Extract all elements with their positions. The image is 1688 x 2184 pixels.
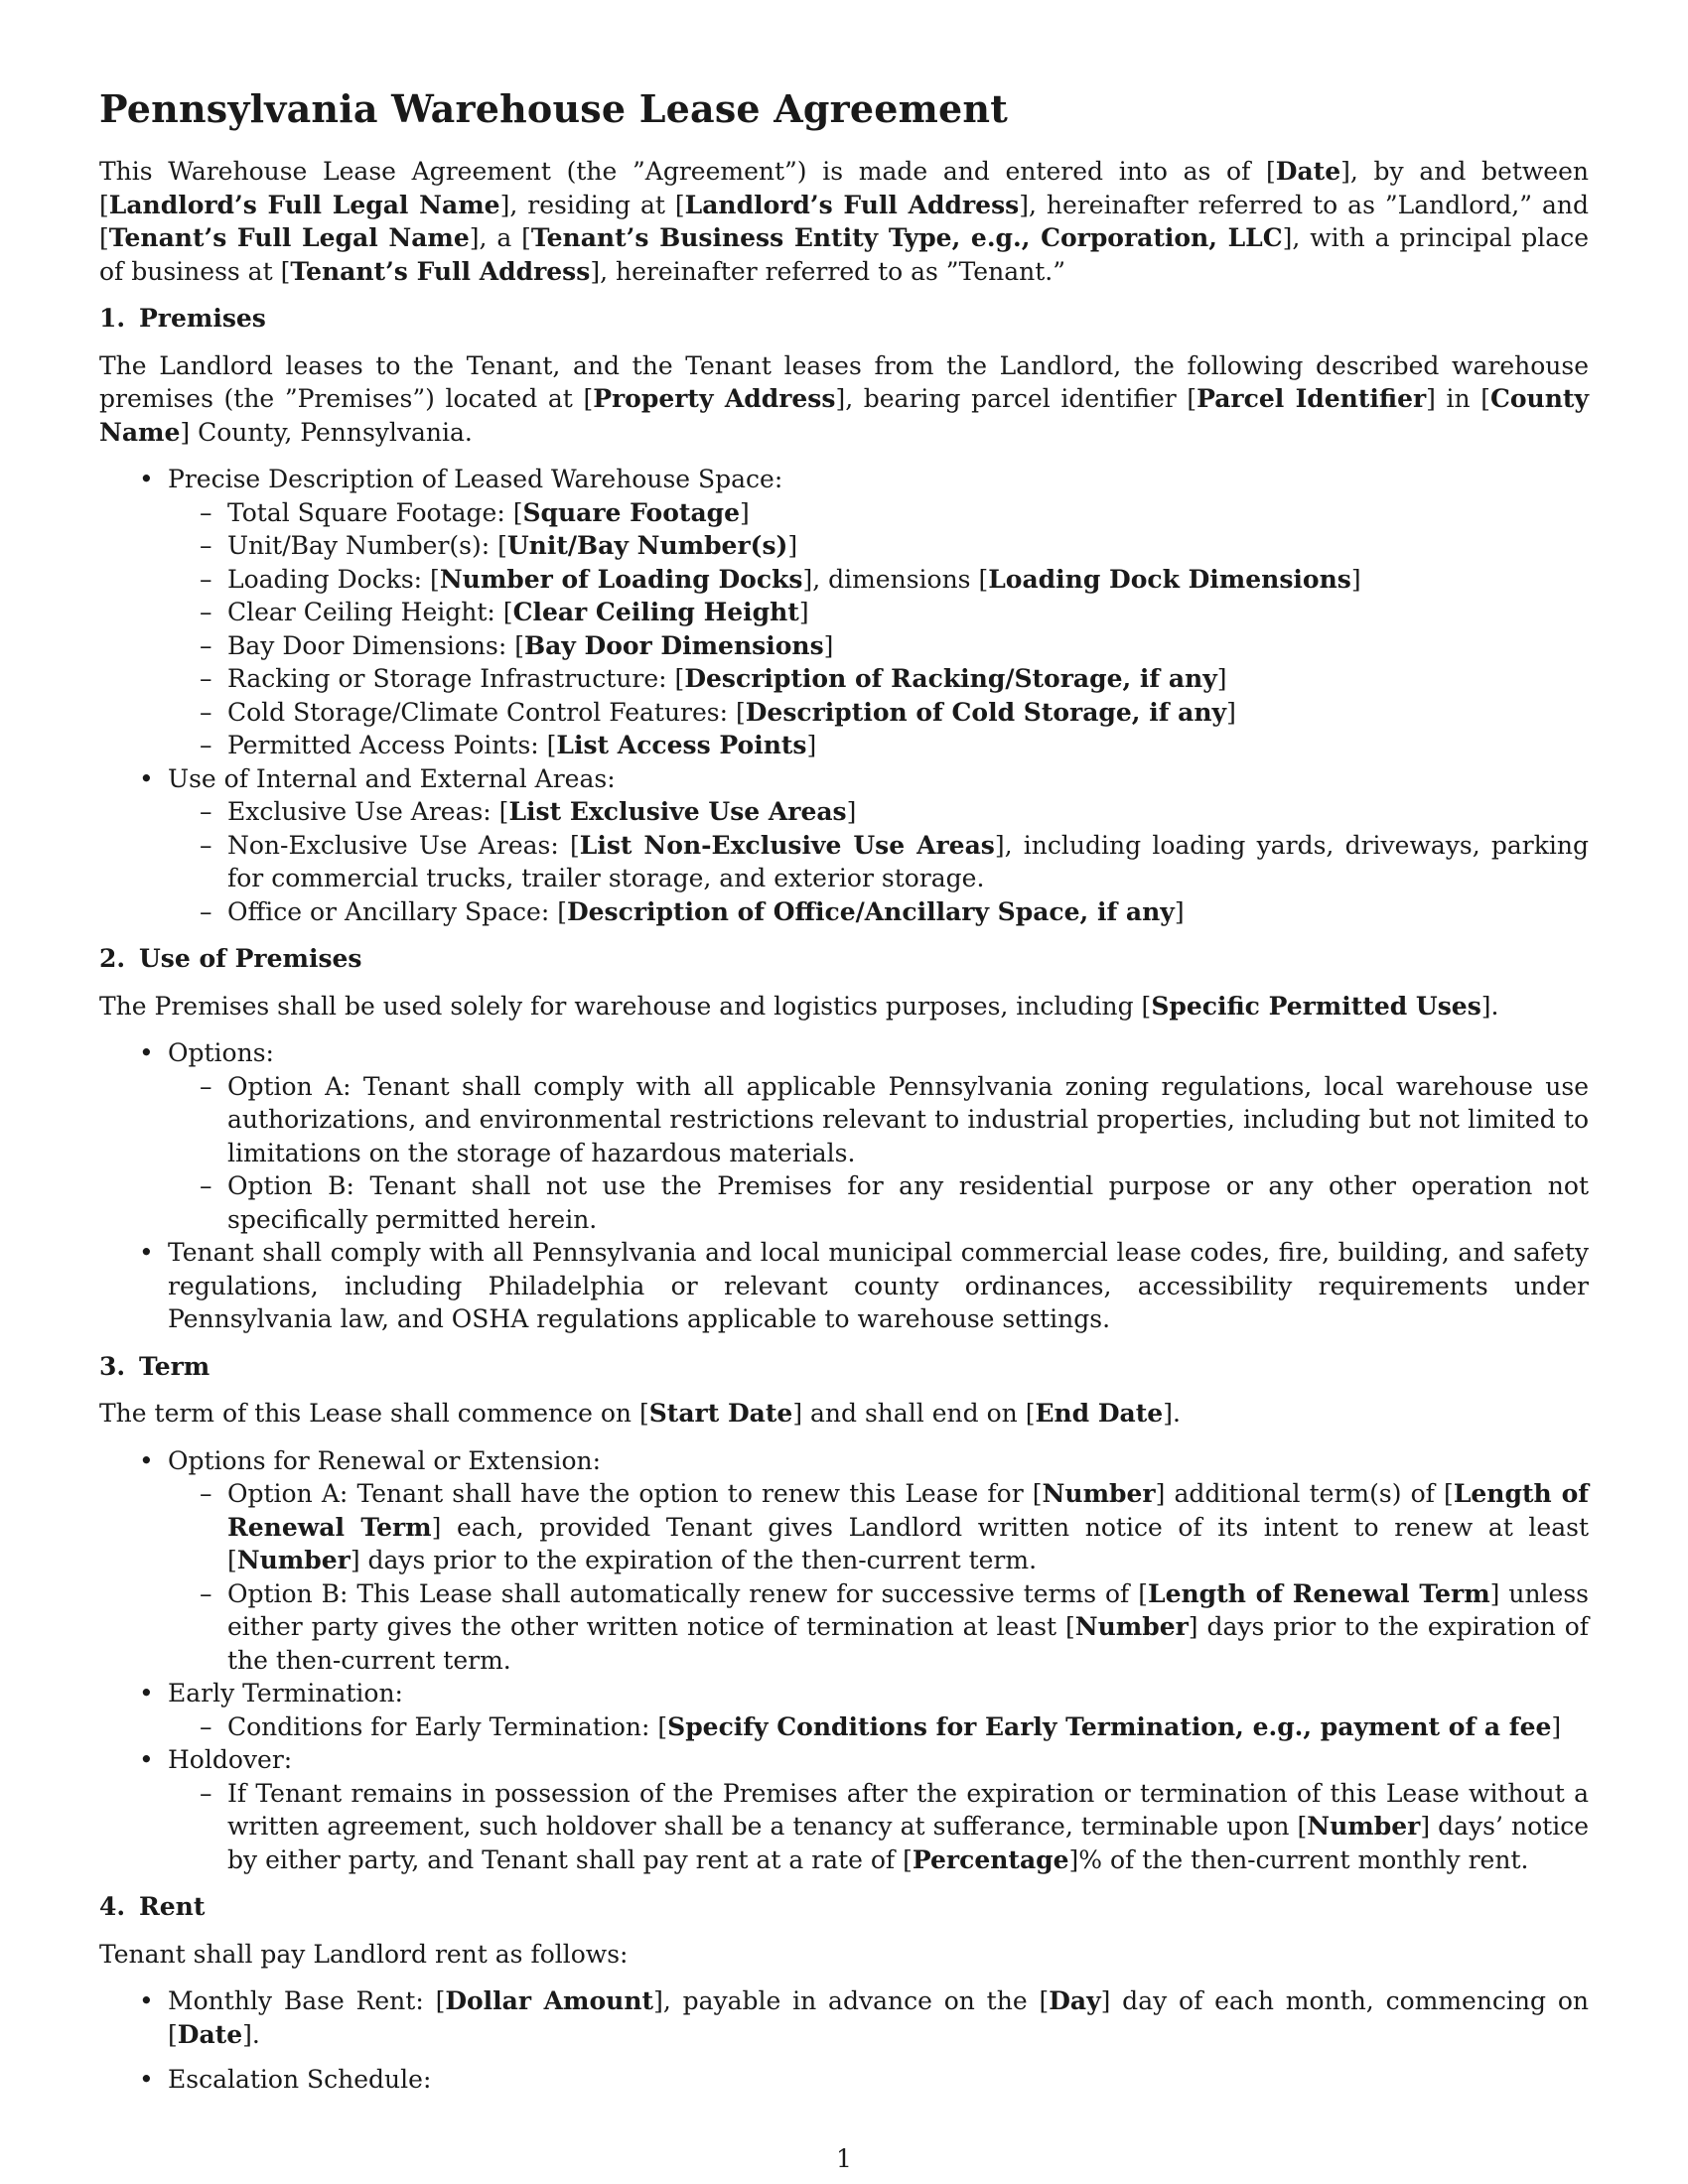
list-item: • Monthly Base Rent: [Dollar Amount], payable in advance on the [Day] day of each month, commencing on [Date]. [99, 1984, 1589, 2051]
sub-list-item: – Office or Ancillary Space: [Description of Office/Ancillary Space, if any] [168, 895, 1589, 929]
placeholder: List Exclusive Use Areas [508, 797, 847, 826]
placeholder: List Non-Exclusive Use Areas [579, 830, 995, 860]
term-paragraph: The term of this Lease shall commence on [Start Date] and shall end on [End Date]. [99, 1399, 1181, 1428]
section-heading-term [99, 1350, 1589, 1384]
placeholder: Percentage [912, 1844, 1069, 1874]
text: ], hereinafter referred to as ”Tenant.” [590, 256, 1065, 286]
sub-list-item: – Conditions for Early Termination: [Specify Conditions for Early Termination, e.g., payment of a fee] [168, 1710, 1589, 1744]
text: ], hereinafter referred to as ”Landlord,” and [ [99, 190, 1589, 252]
placeholder: Loading Dock Dimensions [988, 564, 1351, 594]
section-heading-premises [99, 302, 1589, 336]
placeholder-tenant-address: Tenant’s Full Address [290, 256, 591, 286]
sub-list-item: – Unit/Bay Number(s): [Unit/Bay Number(s)] [168, 529, 1589, 563]
placeholder: Length of Renewal Term [1148, 1578, 1490, 1608]
text: ] County, Pennsylvania. [180, 417, 473, 447]
placeholder: Unit/Bay Number(s) [506, 531, 788, 560]
placeholder: Number of Loading Docks [439, 564, 803, 594]
sub-list-item: – If Tenant remains in possession of the Premises after the expiration or termination of this Lease without a written agreement, such holdover shall be a tenancy at sufferance, terminable upon [Number] days’ notice by either party, and Tenant shall pay rent at a rate of [Percentage]% of the then-current monthly rent. [168, 1777, 1589, 1877]
section-number: 3. [99, 1351, 126, 1381]
placeholder: Bay Door Dimensions [523, 630, 824, 660]
text: ], with a principal place of business at [ [99, 223, 1589, 286]
sub-list-item: – Non-Exclusive Use Areas: [List Non-Exclusive Use Areas], including loading yards, driveways, parking for commercial trucks, trailer storage, and exterior storage. [168, 829, 1589, 895]
placeholder-county: County Name [99, 384, 1589, 447]
section-title: Rent [139, 1892, 206, 1921]
list-item [99, 1677, 1589, 1743]
sub-list-item: – Permitted Access Points: [List Access Points] [168, 729, 1589, 762]
placeholder: Number [1307, 1812, 1421, 1841]
list-item-label: Use of Internal and External Areas: [168, 763, 616, 793]
sub-list-item: – Clear Ceiling Height: [Clear Ceiling Height] [168, 596, 1589, 629]
section-title: Use of Premises [139, 944, 362, 973]
section-title: Premises [139, 304, 266, 333]
list-item-label: Early Termination: [168, 1679, 403, 1707]
text: This Warehouse Lease Agreement (the ”Agreement”) is made and entered into as of [ [99, 157, 1276, 186]
placeholder: Specify Conditions for Early Termination, e.g., payment of a fee [667, 1711, 1552, 1741]
placeholder-date: Date [177, 2019, 243, 2049]
placeholder: Number [1074, 1612, 1189, 1641]
placeholder-end-date: End Date [1035, 1399, 1164, 1428]
placeholder-parcel-identifier: Parcel Identifier [1196, 384, 1427, 413]
placeholder: Description of Racking/Storage, if any [684, 664, 1217, 693]
placeholder-day: Day [1049, 1986, 1101, 2015]
list-item [99, 1444, 1589, 1678]
use-paragraph: The Premises shall be used solely for warehouse and logistics purposes, including [Specific Permitted Uses]. [99, 991, 1499, 1021]
section-number: 4. [99, 1892, 126, 1921]
placeholder: Number [1042, 1479, 1156, 1508]
section-title: Term [139, 1351, 211, 1381]
placeholder-dollar-amount: Dollar Amount [445, 1986, 654, 2015]
sub-list [168, 1777, 1589, 1877]
placeholder-permitted-uses: Specific Permitted Uses [1151, 991, 1481, 1021]
sub-list-item: – Bay Door Dimensions: [Bay Door Dimensions] [168, 629, 1589, 663]
placeholder: List Access Points [556, 731, 807, 759]
list-item: • Tenant shall comply with all Pennsylvania and local municipal commercial lease codes, fire, building, and safety regulations, including Philadelphia or relevant county ordinances, accessibility requirements under Pennsylvania law, and OSHA regulations applicable to warehouse settings. [99, 1236, 1589, 1336]
list-item [99, 762, 1589, 929]
list-item-label: Options for Renewal or Extension: [168, 1445, 602, 1475]
list-item [99, 1036, 1589, 1236]
section-heading-use-of-premises [99, 942, 1589, 976]
premises-list [99, 463, 1589, 928]
sub-list-item: – Option B: This Lease shall automatically renew for successive terms of [Length of Renewal Term] unless either party gives the other written notice of termination at least [Number] days prior to the expiration of the then-current term. [168, 1577, 1589, 1678]
placeholder: Description of Office/Ancillary Space, if any [566, 896, 1175, 926]
section-number: 1. [99, 304, 126, 333]
rent-list [99, 1984, 1589, 2097]
placeholder: Number [236, 1546, 351, 1574]
document-page [99, 85, 1589, 2107]
sub-list [168, 1477, 1589, 1677]
placeholder: Description of Cold Storage, if any [745, 697, 1227, 727]
text: The Landlord leases to the Tenant, and the Tenant leases from the Landlord, the following described warehouse premises (the ”Premises”) located at [ [99, 350, 1589, 413]
list-item-label: Options: [168, 1038, 274, 1067]
sub-list [168, 1070, 1589, 1237]
placeholder-start-date: Start Date [648, 1399, 793, 1428]
placeholder: Clear Ceiling Height [512, 598, 799, 626]
list-item: • Escalation Schedule: [99, 2063, 1589, 2097]
placeholder-landlord-address: Landlord’s Full Address [684, 190, 1020, 219]
text: ], a [ [469, 223, 531, 252]
sub-list [168, 795, 1589, 928]
placeholder-property-address: Property Address [593, 384, 836, 413]
text: ], bearing parcel identifier [ [835, 384, 1197, 413]
sub-list-item: – Total Square Footage: [Square Footage] [168, 496, 1589, 530]
sub-list-item: – Option A: Tenant shall have the option to renew this Lease for [Number] additional term(s) of [Length of Renewal Term] each, provided Tenant gives Landlord written notice of its intent to renew at least [Number] days prior to the expiration of the then-current term. [168, 1477, 1589, 1577]
sub-list [168, 496, 1589, 762]
text: ] in [ [1426, 384, 1490, 413]
list-item-label: Holdover: [168, 1745, 293, 1774]
text: ], by and between [ [99, 157, 1589, 219]
page-number: 1 [836, 2144, 852, 2173]
sub-list-item: – Option A: Tenant shall comply with all applicable Pennsylvania zoning regulations, local warehouse use authorizations, and environmental restrictions relevant to industrial properties, including but not limited to limitations on the storage of hazardous materials. [168, 1070, 1589, 1170]
sub-list-item: – Option B: Tenant shall not use the Premises for any residential purpose or any other operation not specifically permitted herein. [168, 1169, 1589, 1236]
sub-list-item: – Racking or Storage Infrastructure: [Description of Racking/Storage, if any] [168, 662, 1589, 696]
list-item [99, 1743, 1589, 1876]
section-heading-rent [99, 1890, 1589, 1924]
placeholder-landlord-name: Landlord’s Full Legal Name [108, 190, 500, 219]
placeholder: Square Footage [522, 497, 741, 527]
text: ], residing at [ [499, 190, 685, 219]
sub-list-item: – Cold Storage/Climate Control Features: [Description of Cold Storage, if any] [168, 696, 1589, 730]
sub-list-item: – Exclusive Use Areas: [List Exclusive Use Areas] [168, 795, 1589, 829]
document-title: Pennsylvania Warehouse Lease Agreement [99, 86, 1009, 131]
premises-paragraph [99, 349, 1589, 450]
placeholder-date: Date [1275, 157, 1341, 186]
sub-list-item: – Loading Docks: [Number of Loading Docks], dimensions [Loading Dock Dimensions] [168, 563, 1589, 597]
term-list [99, 1444, 1589, 1877]
rent-paragraph: Tenant shall pay Landlord rent as follows: [99, 1939, 629, 1969]
placeholder: Length of Renewal Term [227, 1479, 1590, 1542]
intro-paragraph [99, 155, 1589, 288]
section-number: 2. [99, 944, 126, 973]
sub-list [168, 1710, 1589, 1744]
placeholder-tenant-name: Tenant’s Full Legal Name [108, 223, 470, 252]
use-list [99, 1036, 1589, 1336]
placeholder-tenant-entity: Tenant’s Business Entity Type, e.g., Corporation, LLC [530, 223, 1283, 252]
list-item-label: Precise Description of Leased Warehouse Space: [168, 465, 783, 493]
list-item [99, 463, 1589, 762]
